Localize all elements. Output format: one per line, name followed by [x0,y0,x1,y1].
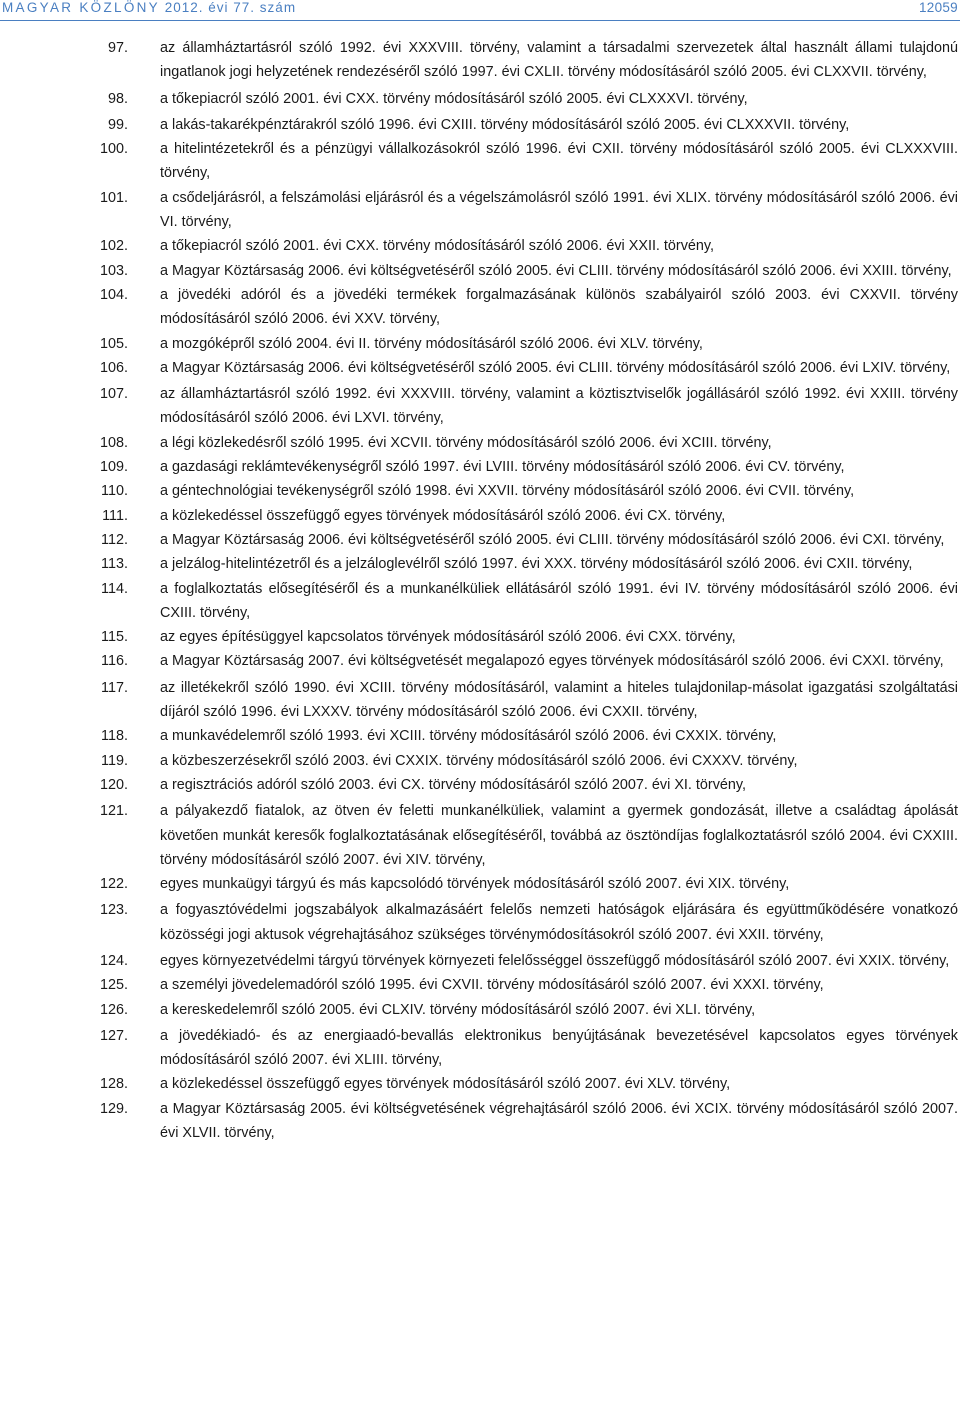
item-number: 100. [99,141,128,158]
item-text: a csődeljárásról, a felszámolási eljárásról és a végelszámolásról szóló 1991. évi XLIX. törvény módosításáról szóló 2006. évi VI. törvény, [160,189,958,231]
list-item [0,283,960,332]
item-text: a kereskedelemről szóló 2005. évi CLXIV. törvény módosításáról szóló 2007. évi XLI. törvény, [160,1001,756,1018]
list-item [0,332,960,356]
item-number: 117. [101,679,128,696]
item-number: 127. [99,1027,128,1044]
list-item [0,949,960,973]
item-text: a tőkepiacról szóló 2001. évi CXX. törvény módosításáról szóló 2005. évi CLXXXVI. törvény, [160,90,748,107]
item-text: a hitelintézetekről és a pénzügyi vállalkozásokról szóló 1996. évi CXII. törvény módosításáról szóló 2005. évi CLXXXVIII. törvény, [160,141,958,182]
item-text: a foglalkoztatás elősegítéséről és a munkanélküliek ellátásáról szóló 1991. évi IV. törvény módosításáról szóló 2006. évi CXIII. törvény, [160,580,958,621]
list-item [0,552,960,576]
item-number: 107. [99,386,128,403]
list-item [0,577,960,626]
item-text: a jelzálog-hitelintézetről és a jelzáloglevélről szóló 1997. évi XXX. törvény módosításáról szóló 2006. évi CXII. törvény, [160,556,913,573]
item-text: a jövedéki adóról és a jövedéki termékek forgalmazásának különös szabályairól szóló 2003. évi CXXVII. törvény módosításáról szóló 2006. évi XXV. törvény, [160,286,958,328]
item-text: a regisztrációs adóról szóló 2003. évi CX. törvény módosításáról szóló 2007. évi XI. törvény, [160,776,747,793]
item-text: a gazdasági reklámtevékenységről szóló 1997. évi LVIII. törvény módosításáról szóló 2006. évi CV. törvény, [160,459,845,476]
list-item [0,186,960,235]
item-number: 116. [101,653,128,670]
list-item [0,649,960,673]
law-list [0,36,960,1145]
item-text: egyes munkaügyi tárgyú és más kapcsolódó törvények módosításáról szóló 2007. évi XIX. törvény, [160,876,790,893]
list-item [0,872,960,896]
item-number: 129. [99,1100,128,1117]
list-item [0,479,960,503]
publication-title: MAGYAR KÖZLÖNY [2,0,160,15]
item-text: a Magyar Köztársaság 2005. évi költségvetésének végrehajtásáról szóló 2006. évi XCIX. törvény módosításáról szóló 2007. évi XLVII. törvény, [160,1100,958,1142]
list-item [0,625,960,649]
item-text: a Magyar Köztársaság 2007. évi költségvetését megalapozó egyes törvények módosításáról szóló 2006. évi CXXI. törvény, [160,653,944,670]
item-number: 125. [99,977,128,994]
list-item [0,113,960,137]
list-item [0,773,960,797]
item-number: 118. [101,728,128,745]
item-text: a légi közlekedésről szóló 1995. évi XCVII. törvény módosításáról szóló 2006. évi XCIII. törvény, [160,434,772,451]
item-text: az illetékekről szóló 1990. évi XCIII. törvény módosításáról, valamint a hiteles tulajdonilap-másolat igazgatási szolgáltatási díjáról szóló 1996. évi LXXXV. törvény módosításáról szóló 2006. évi CXXII. törvény, [160,679,958,721]
item-number: 122. [99,876,128,893]
item-number: 105. [99,335,128,352]
list-item [0,1024,960,1073]
list-item [0,234,960,258]
item-text: a fogyasztóvédelmi jogszabályok alkalmazásáért felelős nemzeti hatóságok eljárására és együttműködésére vonatkozó közösségi jogi aktusok végrehajtásához szükséges törvénymódosításokról szóló 2007. évi XXII. törvény, [160,902,958,943]
item-number: 98. [107,90,128,107]
item-number: 119. [101,752,128,769]
list-item [0,504,960,528]
item-number: 121. [99,803,128,820]
list-item [0,998,960,1022]
item-text: a közlekedéssel összefüggő egyes törvények módosításáról szóló 2006. évi CX. törvény, [160,507,726,524]
item-text: a közbeszerzésekről szóló 2003. évi CXXIX. törvény módosításáról szóló 2006. évi CXXXV. törvény, [160,752,798,769]
item-number: 103. [99,262,128,279]
item-number: 123. [99,902,128,919]
item-number: 113. [101,556,128,573]
list-item [0,259,960,283]
item-number: 97. [107,40,128,56]
list-item [0,898,960,947]
list-item [0,356,960,380]
item-number: 128. [99,1076,128,1093]
item-text: a személyi jövedelemadóról szóló 1995. évi CXVII. törvény módosításáról szóló 2007. évi XXXI. törvény, [160,977,824,994]
item-text: az egyes építésüggyel kapcsolatos törvények módosításáról szóló 2006. évi CXX. törvény, [160,629,736,646]
item-number: 111. [102,507,128,524]
header-rule [0,20,960,21]
list-item [0,455,960,479]
list-item [0,799,960,872]
item-number: 109. [99,459,128,476]
page-header [0,0,960,16]
item-number: 112. [101,531,128,548]
list-item [0,973,960,997]
page-number: 12059 [918,0,958,15]
list-item [0,528,960,552]
item-number: 104. [99,286,128,303]
item-text: a Magyar Köztársaság 2006. évi költségvetéséről szóló 2005. évi CLIII. törvény módosításáról szóló 2006. évi LXIV. törvény, [160,359,951,376]
item-number: 126. [99,1001,128,1018]
item-text: a pályakezdő fiatalok, az ötven év feletti munkanélküliek, valamint a gyermek gondozását, illetve a családtag ápolását követően munkát keresők foglalkoztatásának elősegítéséről, továbbá az ösztöndíjas foglalkoztatásról szóló 2004. évi CXXIII. törvény módosításáról szóló 2007. évi XIV. törvény, [160,803,958,868]
item-text: egyes környezetvédelmi tárgyú törvények környezeti felelősséggel összefüggő módosításáról szóló 2007. évi XXIX. törvény, [160,952,950,969]
list-item [0,724,960,748]
item-text: a Magyar Köztársaság 2006. évi költségvetéséről szóló 2005. évi CLIII. törvény módosításáról szóló 2006. évi XXIII. törvény, [160,262,952,279]
item-number: 108. [99,434,128,451]
item-number: 110. [101,483,128,500]
item-text: a géntechnológiai tevékenységről szóló 1998. évi XXVII. törvény módosításáról szóló 2006. évi CVII. törvény, [160,483,855,500]
item-text: a lakás-takarékpénztárakról szóló 1996. évi CXIII. törvény módosításáról szóló 2005. évi CLXXXVII. törvény, [160,116,850,133]
item-number: 101. [99,189,128,206]
item-text: a Magyar Köztársaság 2006. évi költségvetéséről szóló 2005. évi CLIII. törvény módosításáról szóló 2006. évi CXI. törvény, [160,531,945,548]
header-publication-issue [2,0,296,16]
list-item [0,1097,960,1146]
list-item [0,36,960,85]
item-text: a munkavédelemről szóló 1993. évi XCIII. törvény módosításáról szóló 2006. évi CXXIX. törvény, [160,728,777,745]
item-text: az államháztartásról szóló 1992. évi XXXVIII. törvény, valamint a társadalmi szervezetek által használt állami tulajdonú ingatlanok jogi helyzetének rendezéséről szóló 1997. évi CXLII. törvény módosításáról szóló 2005. évi CLXXVII. törvény, [160,40,958,81]
list-item [0,382,960,431]
item-text: a jövedékiadó- és az energiaadó-bevallás elektronikus benyújtásának bevezetésével kapcsolatos egyes törvények módosításáról szóló 2007. évi XLIII. törvény, [160,1027,958,1069]
item-text: az államháztartásról szóló 1992. évi XXXVIII. törvény, valamint a köztisztviselők jogállásáról szóló 1992. évi XXIII. törvény módosításáról szóló 2006. évi LXVI. törvény, [160,386,958,427]
list-item [0,87,960,111]
issue-label: 2012. évi 77. szám [164,0,297,15]
list-item [0,137,960,186]
list-item [0,676,960,725]
item-number: 102. [99,238,128,255]
list-item [0,431,960,455]
item-number: 120. [99,776,128,793]
list-item [0,749,960,773]
item-number: 99. [107,116,128,133]
list-item [0,1072,960,1096]
item-text: a mozgóképről szóló 2004. évi II. törvény módosításáról szóló 2006. évi XLV. törvény, [160,335,703,352]
item-number: 124. [99,952,128,969]
item-text: a tőkepiacról szóló 2001. évi CXX. törvény módosításáról szóló 2006. évi XXII. törvény, [160,238,715,255]
item-number: 106. [99,359,128,376]
item-text: a közlekedéssel összefüggő egyes törvények módosításáról szóló 2007. évi XLV. törvény, [160,1076,731,1093]
item-number: 114. [101,580,128,597]
item-number: 115. [101,629,128,646]
